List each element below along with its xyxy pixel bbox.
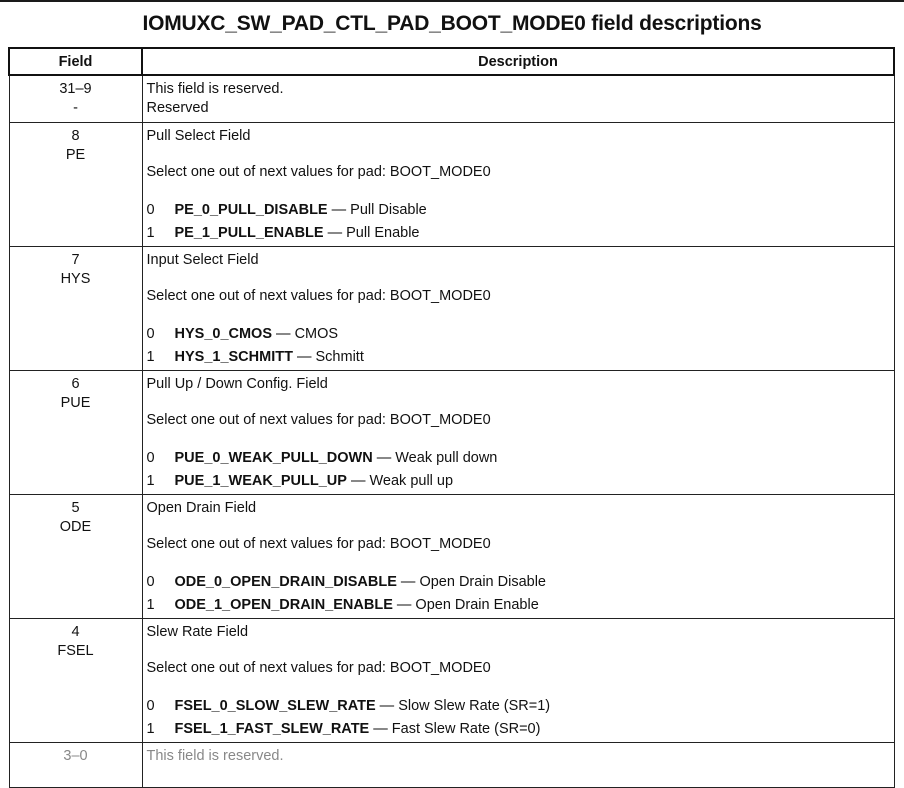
field-subtitle: Select one out of next values for pad: BOOT_MODE0 xyxy=(146,412,491,428)
field-cell xyxy=(9,619,142,743)
page-top-rule xyxy=(0,0,904,2)
description-cell xyxy=(142,371,894,495)
table-title: IOMUXC_SW_PAD_CTL_PAD_BOOT_MODE0 field descriptions xyxy=(142,12,762,35)
enum-desc: — Fast Slew Rate (SR=0) xyxy=(369,721,541,737)
enum-number: 0 xyxy=(146,698,155,714)
enum-number: 0 xyxy=(146,202,155,218)
enum-desc: — Open Drain Enable xyxy=(392,597,539,613)
description-cell xyxy=(142,247,894,371)
field-name: ODE xyxy=(59,519,92,535)
enum-values xyxy=(147,571,890,617)
field-bits: 8 xyxy=(71,128,80,144)
field-subtitle: Select one out of next values for pad: BOOT_MODE0 xyxy=(146,288,491,304)
field-subtitle: Select one out of next values for pad: BOOT_MODE0 xyxy=(146,536,491,552)
enum-number: 1 xyxy=(146,225,155,241)
table-row-ode xyxy=(9,495,894,619)
description-cell xyxy=(142,495,894,619)
enum-name: FSEL_1_FAST_SLEW_RATE xyxy=(174,721,370,737)
field-cell xyxy=(9,247,142,371)
enum-value xyxy=(147,222,890,245)
field-name: PE xyxy=(65,147,86,163)
enum-number: 0 xyxy=(146,450,155,466)
enum-desc: — Pull Disable xyxy=(327,202,427,218)
enum-name: PUE_1_WEAK_PULL_UP xyxy=(174,473,347,489)
enum-value xyxy=(147,323,890,346)
enum-values xyxy=(147,695,890,741)
enum-name: HYS_1_SCHMITT xyxy=(174,349,293,365)
field-title: Pull Select Field xyxy=(146,128,251,144)
description-line: This field is reserved. xyxy=(146,748,284,764)
field-cell xyxy=(9,743,142,788)
field-descriptions-table xyxy=(8,47,895,788)
field-bits: 31–9 xyxy=(59,81,92,97)
enum-value xyxy=(147,695,890,718)
field-subtitle: Select one out of next values for pad: BOOT_MODE0 xyxy=(146,660,491,676)
enum-values xyxy=(147,323,890,369)
field-bits: 7 xyxy=(71,252,80,268)
field-name: - xyxy=(73,100,78,116)
enum-name: FSEL_0_SLOW_SLEW_RATE xyxy=(174,698,376,714)
enum-value xyxy=(147,571,890,594)
field-cell xyxy=(9,371,142,495)
enum-value xyxy=(147,346,890,369)
field-cell xyxy=(9,75,142,123)
enum-name: ODE_1_OPEN_DRAIN_ENABLE xyxy=(174,597,393,613)
enum-number: 0 xyxy=(146,574,155,590)
enum-number: 1 xyxy=(146,473,155,489)
description-line: This field is reserved. xyxy=(146,81,284,97)
enum-desc: — Pull Enable xyxy=(323,225,420,241)
field-title: Open Drain Field xyxy=(146,500,257,516)
table-row-pe xyxy=(9,123,894,247)
enum-value xyxy=(147,199,890,222)
enum-value xyxy=(147,718,890,741)
table-row-pue xyxy=(9,371,894,495)
field-name: PUE xyxy=(60,395,91,411)
field-title: Input Select Field xyxy=(146,252,259,268)
table-row-reserved-low xyxy=(9,743,894,788)
field-bits: 4 xyxy=(71,624,80,640)
table-header-row xyxy=(9,48,894,75)
field-bits: 3–0 xyxy=(63,748,88,764)
field-title: Pull Up / Down Config. Field xyxy=(146,376,328,392)
enum-value xyxy=(147,594,890,617)
table-row-reserved-high xyxy=(9,75,894,123)
enum-name: ODE_0_OPEN_DRAIN_DISABLE xyxy=(174,574,397,590)
enum-number: 1 xyxy=(146,597,155,613)
enum-name: PE_1_PULL_ENABLE xyxy=(174,225,324,241)
enum-desc: — Slow Slew Rate (SR=1) xyxy=(375,698,551,714)
description-cell xyxy=(142,619,894,743)
field-bits: 5 xyxy=(71,500,80,516)
enum-desc: — CMOS xyxy=(272,326,339,342)
description-cell xyxy=(142,75,894,123)
enum-values xyxy=(147,199,890,245)
enum-number: 1 xyxy=(146,721,155,737)
enum-value xyxy=(147,470,890,493)
enum-number: 0 xyxy=(146,326,155,342)
enum-name: PUE_0_WEAK_PULL_DOWN xyxy=(174,450,373,466)
description-cell xyxy=(142,123,894,247)
table-row-hys xyxy=(9,247,894,371)
field-title: Slew Rate Field xyxy=(146,624,249,640)
enum-desc: — Schmitt xyxy=(292,349,364,365)
field-bits: 6 xyxy=(71,376,80,392)
field-cell xyxy=(9,495,142,619)
table-row-fsel xyxy=(9,619,894,743)
enum-number: 1 xyxy=(146,349,155,365)
header-description: Description xyxy=(142,48,894,75)
header-field: Field xyxy=(9,48,142,75)
enum-desc: — Weak pull up xyxy=(346,473,454,489)
enum-desc: — Weak pull down xyxy=(372,450,498,466)
enum-name: PE_0_PULL_DISABLE xyxy=(174,202,328,218)
enum-desc: — Open Drain Disable xyxy=(396,574,546,590)
field-name: HYS xyxy=(60,271,91,287)
enum-name: HYS_0_CMOS xyxy=(174,326,273,342)
field-name: FSEL xyxy=(57,643,94,659)
enum-values xyxy=(147,447,890,493)
field-cell xyxy=(9,123,142,247)
description-cell xyxy=(142,743,894,788)
field-subtitle: Select one out of next values for pad: BOOT_MODE0 xyxy=(146,164,491,180)
enum-value xyxy=(147,447,890,470)
description-line: Reserved xyxy=(146,100,209,116)
